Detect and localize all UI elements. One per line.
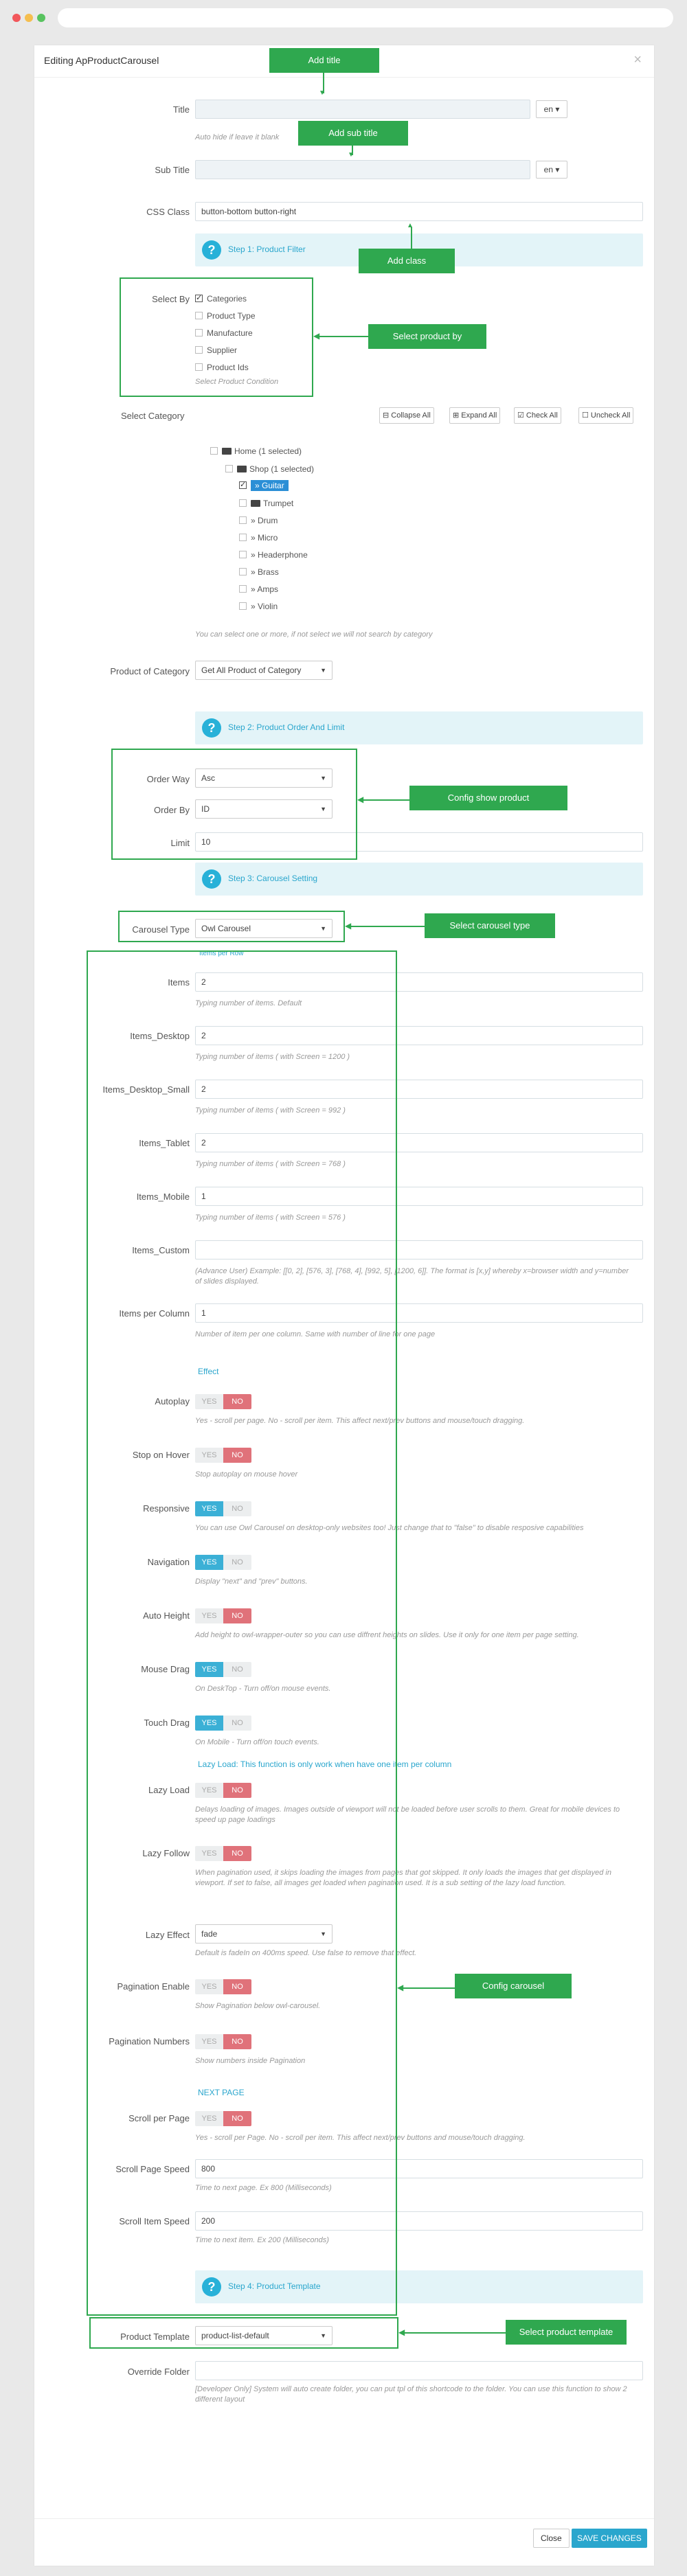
arrow-line (403, 1987, 455, 1989)
items-field-label: Items per Column (119, 1308, 190, 1319)
scroll-page-speed-help: Time to next page. Ex 800 (Milliseconds) (195, 2184, 332, 2192)
lazy-effect-value: fade (201, 1929, 218, 1939)
toggle-label: Mouse Drag (141, 1664, 190, 1674)
items-field-help: Typing number of items ( with Screen = 576 ) (195, 1213, 346, 1222)
title-lang-select[interactable]: en ▾ (536, 100, 567, 118)
title-input[interactable] (195, 100, 530, 119)
toggle-help: Add height to owl-wrapper-outer so you can use diffrent heights on slides. Use it only for one item per page setting. (195, 1631, 579, 1639)
items-field-help: (Advance User) Example: [[0, 2], [576, 3], [768, 4], [992, 5], [1200, 6]]. The format is [x,y] whereby x=browser width and y=number of slides displayed. (195, 1267, 629, 1286)
lazy-effect-help: Default is fadeIn on 400ms speed. Use false to remove that effect. (195, 1949, 417, 1957)
toggle-label: Touch Drag (144, 1718, 190, 1728)
items-field-label: Items_Desktop (130, 1031, 190, 1041)
limit-input[interactable]: 10 (195, 832, 643, 852)
scroll-item-speed-help: Time to next item. Ex 200 (Milliseconds) (195, 2236, 329, 2244)
folder-open-icon (237, 466, 247, 472)
checkbox-icon (225, 465, 233, 472)
toggle-label: Pagination Enable (117, 1981, 190, 1992)
question-icon: ? (202, 869, 221, 889)
toggle-yes[interactable]: YES (195, 1979, 223, 1994)
arrow-down-icon: ▼ (319, 89, 326, 97)
order-way-label: Order Way (146, 774, 190, 784)
annotation-select-product-by: Select product by (368, 324, 486, 349)
subtitle-label: Sub Title (155, 165, 190, 175)
title-label: Title (172, 104, 190, 115)
tree-node-micro[interactable]: » Micro (239, 533, 278, 543)
uncheck-all-label: Uncheck All (590, 411, 631, 420)
annotation-add-class: Add class (359, 249, 455, 273)
checkbox-icon (239, 534, 247, 541)
title-help: Auto hide if leave it blank (195, 133, 280, 141)
caret-down-icon: ▼ (320, 1930, 326, 1937)
tree-drum-label: Drum (258, 516, 278, 525)
toggle-help: On Mobile - Turn off/on touch events. (195, 1738, 319, 1746)
toggle-yes[interactable]: YES (195, 1846, 223, 1861)
caret-down-icon: ▼ (320, 2332, 326, 2339)
annotation-box-template (89, 2317, 398, 2349)
scroll-page-speed-input[interactable]: 800 (195, 2159, 643, 2178)
toggle-yes[interactable]: YES (195, 1783, 223, 1798)
tree-guitar-label: Guitar (262, 481, 284, 490)
toggle-yes[interactable]: YES (195, 1448, 223, 1463)
next-page-title: NEXT PAGE (198, 2088, 245, 2097)
effect-title: Effect (198, 1367, 219, 1376)
checkbox-icon (239, 602, 247, 610)
carousel-type-label: Carousel Type (132, 924, 190, 935)
annotation-select-carousel-type: Select carousel type (425, 913, 555, 938)
order-by-label: Order By (153, 805, 190, 815)
close-icon[interactable]: × (633, 52, 642, 67)
items-field-label: Items_Tablet (139, 1138, 190, 1148)
expand-all-label: Expand All (461, 411, 497, 420)
step3-text: Step 3: Carousel Setting (228, 874, 318, 883)
option-product-type-label: Product Type (207, 311, 256, 321)
browser-bar (0, 0, 687, 36)
toggle-no[interactable]: NO (223, 1608, 251, 1623)
items-field-help: Typing number of items ( with Screen = 992 ) (195, 1106, 346, 1115)
items-field-input[interactable]: 2 (195, 972, 643, 992)
select-category-label: Select Category (121, 411, 185, 421)
arrow-left-icon: ◀ (345, 921, 352, 931)
product-template-label: Product Template (120, 2332, 190, 2342)
check-all-button[interactable]: ☑ Check All (514, 407, 561, 424)
question-icon: ? (202, 718, 221, 738)
toggle-label: Scroll per Page (128, 2113, 190, 2123)
toggle-help: On DeskTop - Turn off/on mouse events. (195, 1685, 331, 1693)
close-button[interactable]: Close (533, 2529, 570, 2548)
caret-down-icon: ▼ (320, 925, 326, 932)
header-divider (34, 77, 654, 78)
option-supplier-label: Supplier (207, 345, 238, 355)
arrow-line (319, 336, 368, 337)
override-folder-label: Override Folder (127, 2367, 190, 2377)
items-field-label: Items_Desktop_Small (102, 1084, 190, 1095)
tree-home-label: Home (1 selected) (234, 446, 302, 456)
folder-open-icon (222, 448, 232, 455)
step2-header (195, 711, 643, 744)
arrow-line (350, 926, 425, 927)
tree-amps-label: Amps (257, 584, 279, 594)
product-template-value: product-list-default (201, 2331, 269, 2340)
option-manufacture-label: Manufacture (207, 328, 253, 338)
folder-icon (251, 500, 260, 507)
tree-brass-label: Brass (258, 567, 279, 577)
items-field-label: Items_Mobile (136, 1192, 190, 1202)
url-bar[interactable] (58, 8, 673, 27)
arrow-up-icon: ▲ (407, 222, 414, 229)
items-field-input[interactable]: 1 (195, 1303, 643, 1323)
items-field-label: Items_Custom (132, 1245, 190, 1255)
order-by-value: ID (201, 804, 210, 814)
tree-node-brass[interactable]: » Brass (239, 567, 279, 577)
toggle-label: Lazy Follow (142, 1848, 190, 1858)
product-of-category-value: Get All Product of Category (201, 665, 302, 675)
collapse-all-button[interactable]: ⊟ Collapse All (379, 407, 434, 424)
maximize-window-dot[interactable] (37, 14, 45, 22)
toggle-label: Lazy Load (148, 1785, 190, 1795)
annotation-select-product-template: Select product template (506, 2320, 627, 2345)
arrow-left-icon: ◀ (398, 2327, 405, 2337)
css-class-label: CSS Class (146, 207, 190, 217)
toggle-yes[interactable]: YES (195, 1501, 223, 1516)
toggle-no[interactable]: NO (223, 1979, 251, 1994)
toggle-yes[interactable]: YES (195, 1662, 223, 1677)
collapse-all-label: Collapse All (391, 411, 431, 420)
check-all-label: Check All (526, 411, 558, 420)
toggle-help: Delays loading of images. Images outside of viewport will not be loaded before user scrolls to them. Great for mobile devices to speed up page loadings (195, 1805, 620, 1824)
toggle-help: When pagination used, it skips loading the images from pages that got skipped. It only loads the images that get displayed in viewport. If set to false, all images get loaded when pagination used. It is a sub setting of the lazy load function. (195, 1869, 611, 1887)
lazy-load-title: Lazy Load: This function is only work when have one item per column (198, 1759, 452, 1769)
tree-node-shop[interactable] (225, 464, 314, 474)
toggle-label: Pagination Numbers (109, 2036, 190, 2047)
toggle-label: Autoplay (155, 1396, 190, 1406)
arrow-line (363, 799, 409, 801)
footer-divider (34, 2518, 654, 2519)
step3-header (195, 863, 643, 896)
tree-node-home[interactable] (210, 446, 302, 456)
checkbox-icon (239, 516, 247, 524)
items-field-help: Typing number of items ( with Screen = 768 ) (195, 1160, 346, 1168)
toggle-label: Navigation (147, 1557, 190, 1567)
checkbox-icon (239, 568, 247, 575)
caret-down-icon: ▼ (320, 806, 326, 812)
checkbox-icon (239, 499, 247, 507)
items-field-help: Number of item per one column. Same with number of line for one page (195, 1330, 436, 1338)
annotation-box-order (111, 749, 357, 860)
toggle-yes[interactable]: YES (195, 1608, 223, 1623)
order-way-value: Asc (201, 773, 216, 783)
product-of-category-select[interactable] (195, 661, 333, 680)
selected-node: » Guitar (251, 480, 289, 491)
expand-all-button[interactable]: ⊞ Expand All (449, 407, 500, 424)
toggle-no[interactable]: NO (223, 1555, 251, 1570)
items-field-label: Items (168, 977, 190, 988)
arrow-line (404, 2332, 506, 2334)
annotation-add-sub-title: Add sub title (298, 121, 408, 146)
items-field-help: Typing number of items ( with Screen = 1200 ) (195, 1053, 350, 1061)
close-window-dot[interactable] (12, 14, 21, 22)
toggle-no[interactable]: NO (223, 2034, 251, 2049)
modal-title: Editing ApProductCarousel (44, 55, 159, 66)
toggle-no[interactable]: NO (223, 1501, 251, 1516)
toggle-no[interactable]: NO (223, 1448, 251, 1463)
title-lang-value: en (543, 104, 553, 114)
tree-shop-label: Shop (1 selected) (249, 464, 315, 474)
override-folder-input[interactable] (195, 2361, 643, 2380)
arrow-line (411, 227, 412, 249)
select-by-label: Select By (152, 294, 190, 304)
scroll-page-speed-label: Scroll Page Speed (115, 2164, 190, 2174)
step4-text: Step 4: Product Template (228, 2281, 321, 2291)
arrow-left-icon: ◀ (357, 795, 364, 804)
tree-node-amps[interactable]: » Amps (239, 584, 278, 594)
checkbox-checked-icon (239, 481, 247, 489)
toggle-yes[interactable]: YES (195, 1555, 223, 1570)
items-field-input[interactable]: 2 (195, 1026, 643, 1045)
items-field-help: Typing number of items. Default (195, 999, 302, 1007)
lazy-effect-label: Lazy Effect (145, 1930, 190, 1940)
arrow-down-icon: ▼ (348, 151, 354, 159)
toggle-label: Stop on Hover (132, 1450, 190, 1460)
toggle-yes[interactable]: YES (195, 2034, 223, 2049)
annotation-config-carousel: Config carousel (455, 1974, 572, 1998)
category-help: You can select one or more, if not select we will not search by category (195, 630, 433, 639)
tree-micro-label: Micro (258, 533, 278, 543)
toggle-help: Show numbers inside Pagination (195, 2057, 306, 2065)
tree-node-trumpet[interactable] (239, 499, 293, 508)
save-changes-button[interactable]: SAVE CHANGES (572, 2529, 647, 2548)
toggle-no[interactable]: NO (223, 1846, 251, 1861)
scroll-item-speed-label: Scroll Item Speed (119, 2216, 190, 2226)
question-icon: ? (202, 240, 221, 260)
items-field-input[interactable]: 2 (195, 1133, 643, 1152)
checkbox-icon (239, 551, 247, 558)
toggle-help: You can use Owl Carousel on desktop-only websites too! Just change that to "false" to disable resposive capabilities (195, 1524, 584, 1532)
items-field-input[interactable]: 1 (195, 1187, 643, 1206)
annotation-box-select-by (120, 277, 313, 397)
uncheck-all-button[interactable]: ☐ Uncheck All (578, 407, 633, 424)
items-per-row-title: Items per Row (199, 950, 244, 957)
toggle-yes[interactable]: YES (195, 2111, 223, 2126)
scroll-item-speed-input[interactable]: 200 (195, 2211, 643, 2231)
toggle-yes[interactable]: YES (195, 1716, 223, 1731)
annotation-config-show-product: Config show product (409, 786, 567, 810)
annotation-box-carousel (87, 950, 397, 2316)
option-categories-label: Categories (207, 294, 247, 304)
caret-down-icon: ▼ (320, 775, 326, 782)
subtitle-lang-value: en (543, 165, 553, 174)
minimize-window-dot[interactable] (25, 14, 33, 22)
product-of-category-label: Product of Category (110, 666, 190, 676)
toggle-no[interactable]: NO (223, 1662, 251, 1677)
toggle-yes[interactable]: YES (195, 1394, 223, 1409)
arrow-left-icon: ◀ (313, 331, 320, 341)
checkbox-icon (210, 447, 218, 455)
tree-node-violin[interactable]: » Violin (239, 602, 278, 611)
limit-label: Limit (170, 838, 190, 848)
toggle-no[interactable]: NO (223, 2111, 251, 2126)
toggle-no[interactable]: NO (223, 1716, 251, 1731)
carousel-type-value: Owl Carousel (201, 924, 251, 933)
override-folder-help: [Developer Only] System will auto create folder, you can put tpl of this shortcode to the folder. You can use this function to show 2 different layout (195, 2385, 627, 2404)
caret-down-icon: ▼ (320, 667, 326, 674)
toggle-label: Auto Height (143, 1610, 190, 1621)
question-icon: ? (202, 2277, 221, 2296)
step1-text: Step 1: Product Filter (228, 244, 306, 254)
tree-headerphone-label: Headerphone (258, 550, 308, 560)
annotation-add-title: Add title (269, 48, 379, 73)
checkbox-icon (239, 585, 247, 593)
tree-node-drum[interactable]: » Drum (239, 516, 278, 525)
toggle-label: Responsive (143, 1503, 190, 1514)
toggle-help: Stop autoplay on mouse hover (195, 1470, 298, 1479)
items-field-input[interactable]: 2 (195, 1080, 643, 1099)
tree-trumpet-label: Trumpet (263, 499, 294, 508)
css-class-input[interactable]: button-bottom button-right (195, 202, 643, 221)
toggle-help: Yes - scroll per Page. No - scroll per item. This affect next/prev buttons and mouse/touch dragging. (195, 2134, 526, 2142)
toggle-help: Display "next" and "prev" buttons. (195, 1577, 308, 1586)
toggle-help: Yes - scroll per page. No - scroll per item. This affect next/prev buttons and mouse/touch dragging. (195, 1417, 525, 1425)
annotation-box-carousel-type (118, 911, 345, 942)
toggle-no[interactable]: NO (223, 1783, 251, 1798)
option-product-ids-label: Product Ids (207, 363, 249, 372)
tree-violin-label: Violin (258, 602, 278, 611)
tree-node-headerphone[interactable]: » Headerphone (239, 550, 308, 560)
tree-node-guitar[interactable] (239, 481, 289, 490)
toggle-no[interactable]: NO (223, 1394, 251, 1409)
subtitle-lang-select[interactable]: en ▾ (536, 161, 567, 179)
arrow-left-icon: ◀ (397, 1983, 404, 1992)
toggle-help: Show Pagination below owl-carousel. (195, 2002, 321, 2010)
subtitle-input[interactable] (195, 160, 530, 179)
step2-text: Step 2: Product Order And Limit (228, 722, 345, 732)
select-by-help: Select Product Condition (195, 378, 279, 386)
